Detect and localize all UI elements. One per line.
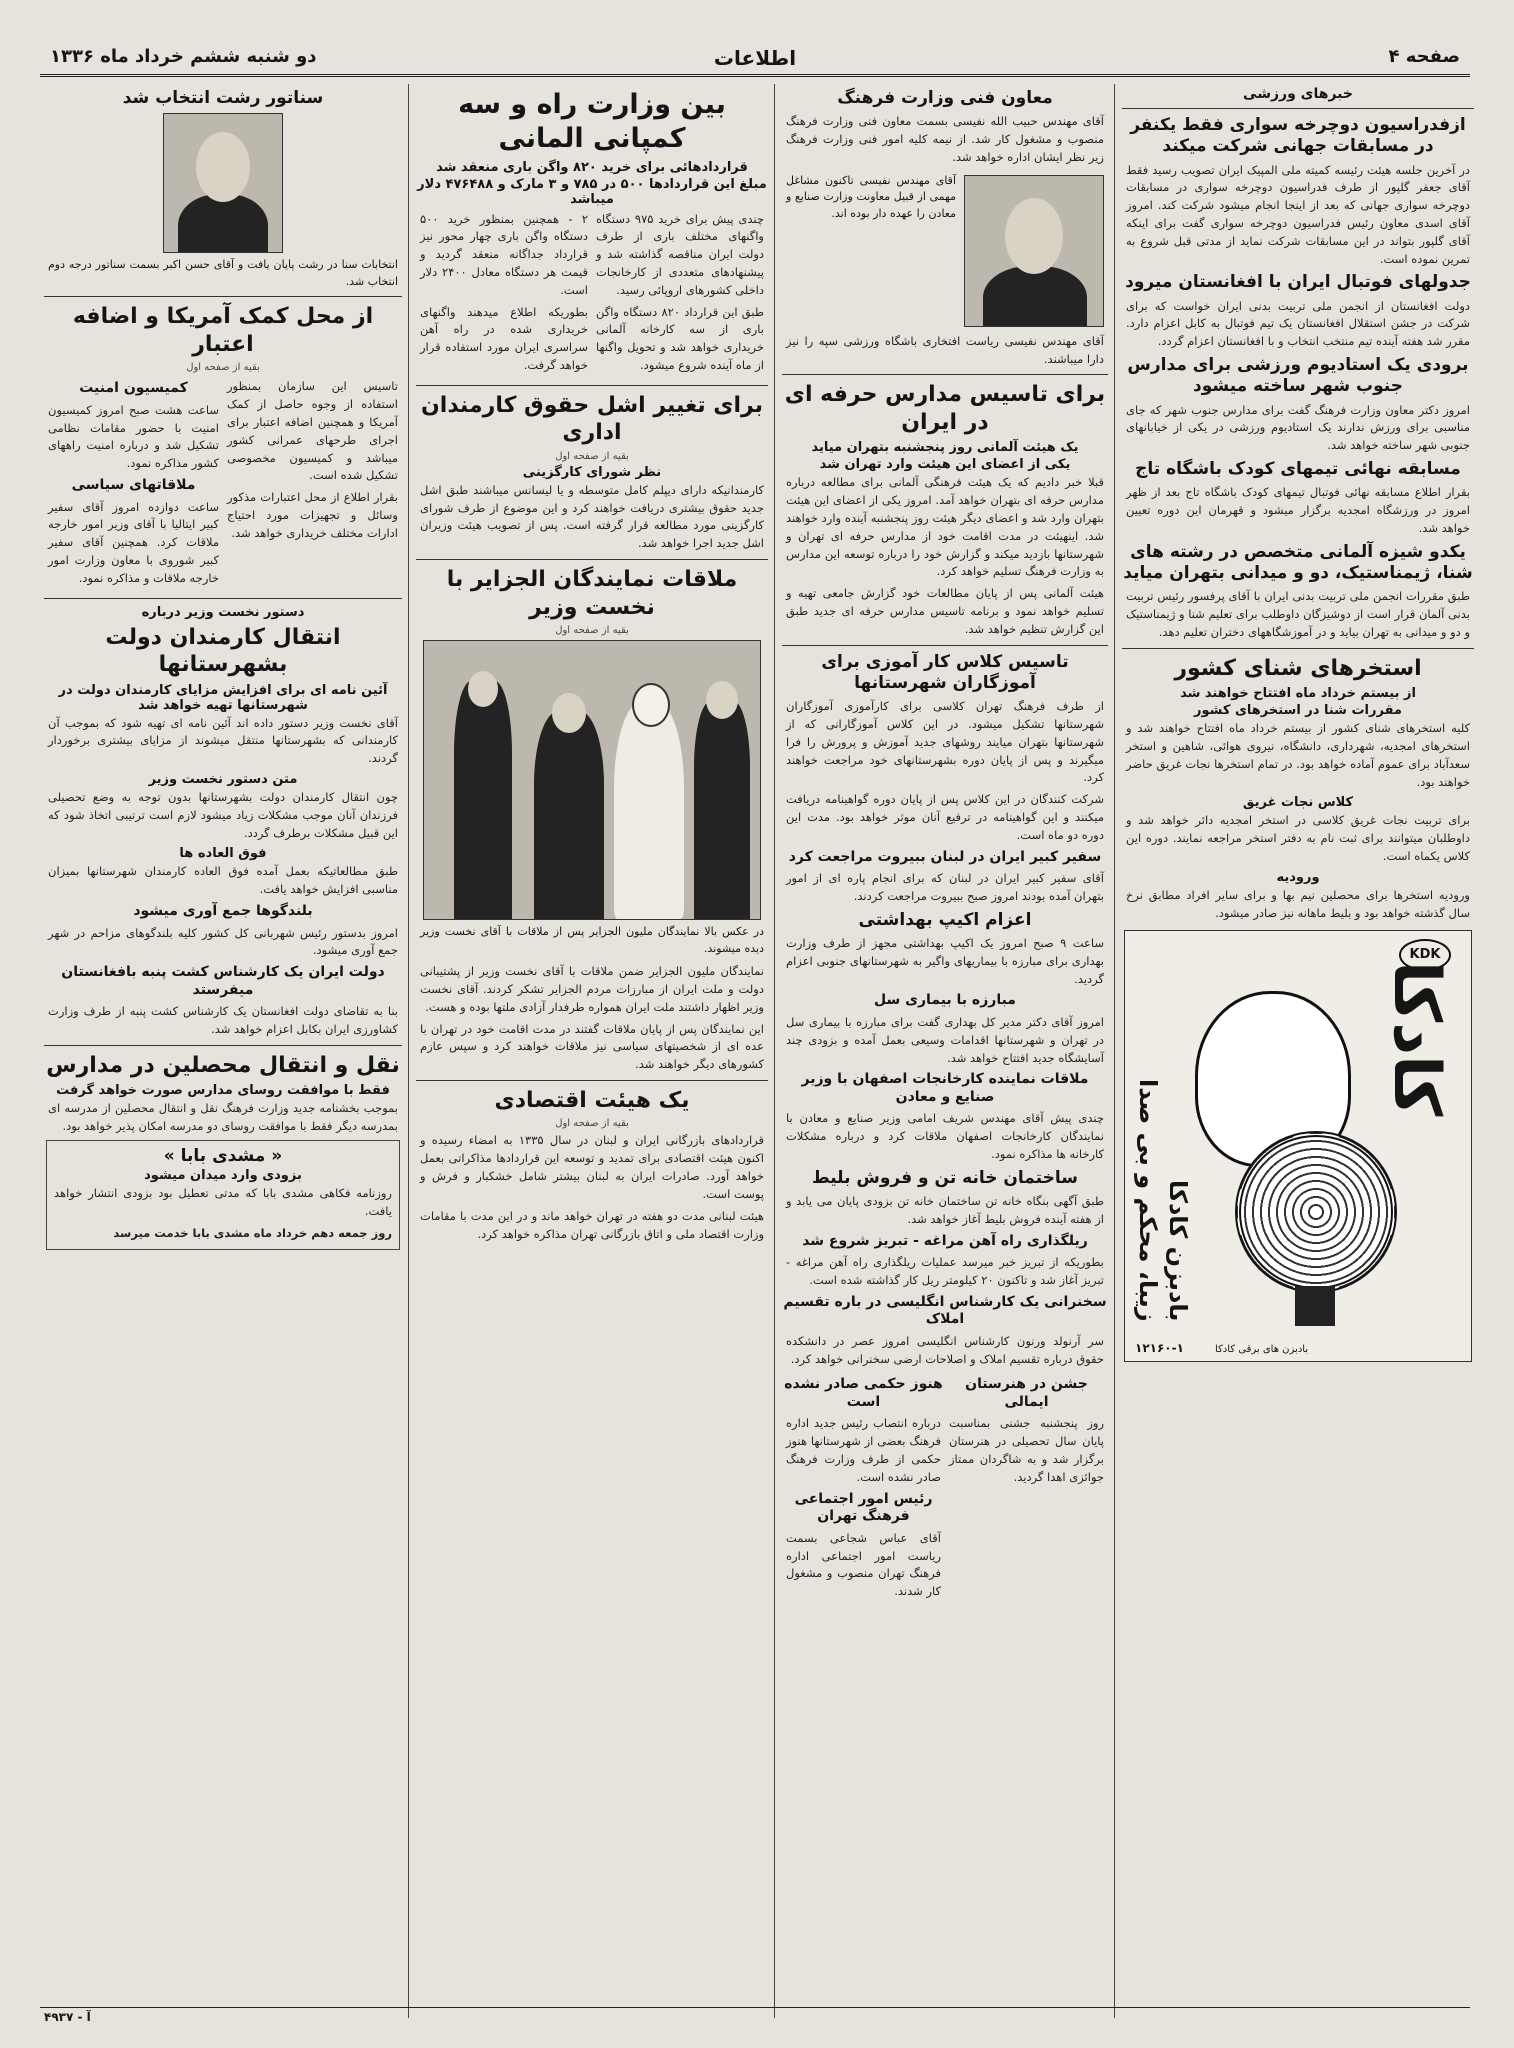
article-text: چندی پیش برای خرید ۹۷۵ دستگاه واگنهای مختلف باری از طرف دولت ایران مناقصه گذاشته شد و پیشنهادهای متعددی از کارخانجات داخلی کشورهای اروپائی رسید.	[596, 211, 764, 297]
culture-column	[782, 84, 1108, 2018]
article-text: چندی پیش آقای مهندس شریف امامی وزیر صنایع و معادن با نمایندگان کارخانجات اصفهان ملاقات کرد و درباره مشکلات کارخانه ها مذاکره نمود.	[786, 1111, 1104, 1161]
headline: ساختمان خانه تن و فروش بلیط	[812, 1167, 1078, 1188]
ad-slogan	[1133, 1051, 1193, 1321]
headline: برودی یک استادیوم ورزشی برای مدارس جنوب شهر ساخته میشود	[1127, 355, 1469, 397]
article-text: آقای مهندس نفیسی ریاست افتخاری باشگاه ورزشی سپه را نیز دارا میباشند.	[786, 333, 1104, 366]
headline: یکدو شیزه آلمانی متخصص در رشته های شنا، ژیمناستیک، دو و میدانی بتهران میاید	[1123, 541, 1473, 583]
subheadline: آئین نامه ای برای افزایش مزایای کارمندان دولت در شهرستانها تهیه خواهد شد	[58, 682, 388, 713]
article-text: امروز دکتر معاون وزارت فرهنگ گفت برای مدارس جنوب شهر که جای مناسبی برای ورزش ندارند یک استادیوم ورزشی در یکی از خیابانهای جنوبی شهر ساخته خواهد شد.	[1126, 402, 1470, 453]
news-column	[44, 84, 402, 2018]
article-text: سر آرنولد ورنون کارشناس انگلیسی امروز عصر در دانشکده حقوق درباره تقسیم املاک و اصلاحات ارضی سخنرانی خواهد کرد.	[786, 1333, 1104, 1366]
photo-caption: آقای مهندس نفیسی تاکنون مشاغل مهمی از قبیل معاونت وزارت صنایع و معادن را عهده دار بوده اند.	[786, 173, 956, 220]
article-text: آقای نخست وزیر دستور داده اند آئین نامه ای تهیه شود که بموجب آن کارمندانی که بشهرستانها منتقل میشوند از مزایای بیشتری برخوردار گردند.	[48, 715, 398, 766]
headline: از محل کمک آمریکا و اضافه اعتبار	[72, 304, 374, 357]
kdk-logo: KDK	[1399, 939, 1451, 971]
mashdi-baba-notice	[46, 1140, 400, 1250]
headline: انتقال کارمندان دولت بشهرستانها	[105, 624, 341, 678]
article-text: آقای مهندس حبیب الله نفیسی بسمت معاون فنی وزارت فرهنگ منصوب و مشغول کار شد. از نیمه کلیه امور فنی وزارت فرهنگ زیر نظر ایشان اداره خواهد شد.	[786, 114, 1104, 164]
article-text: ساعت هشت صبح امروز کمیسیون امنیت با حضور مقامات نظامی تشکیل شد و درباره امنیت راههای کشور مذاکره نمود.	[48, 402, 219, 471]
article-text: در آخرین جلسه هیئت رئیسه کمیته ملی المپیک ایران تصویب رسید فقط آقای جعفر گلپور از طرف فدراسیون دوچرخه سواری در مسابقات دوچرخه سواری جهانی که بعد از اینجا انجام میشود شرکت کند. امروز آقای اسدی معاون رئیس فدراسیون دوچرخه سواری گفت برای اینکه آقای گلپور بتواند در این مسابقات شرکت نماید از مدتی قبل شروع به تمرین نموده است.	[1126, 162, 1470, 266]
headline: ملاقات نماینده کارخانجات اصفهان با وزیر صنایع و معادن	[801, 1071, 1089, 1105]
article-text: برای تربیت نجات غریق کلاسی در استخر امجدیه دائر خواهد شد و داوطلبان میتوانند برای ثبت نام به دفتر استخر مراجعه نمایند. دوره این کلاس یکماه است.	[1126, 813, 1470, 863]
headline: هنوز حکمی صادر نشده است	[784, 1376, 943, 1410]
continuation-note: بقیه از صفحه اول	[555, 1118, 629, 1130]
article-text: از طرف فرهنگ تهران کلاسی برای کارآموزی آموزگاران شهرستانها تشکیل میشود. در این کلاس آموزگارانی که از شهرستانها بتهران میایند روشهای جدید آموزش و پرورش را فرا میگیرند و پس از پایان دوره بشهرستانهای خود مراجعت خواهند کرد.	[786, 699, 1104, 785]
senator-portrait	[163, 113, 283, 253]
article-text: دولت افغانستان از انجمن ملی تربیت بدنی ایران خواست که برای شرکت در جشن استقلال افغانستان یک تیم فوتبال به کابل اعزام دارد. مقرر شد هفته آینده تیم منتخب انتخاب و با افغانستان اعزام گردد.	[1126, 298, 1470, 349]
article-text: روز پنجشنبه جشنی بمناسبت پایان سال تحصیلی در هنرستان برگزار شد و به شاگردان ممتاز جوائزی اهدا گردید.	[949, 1416, 1104, 1484]
ad-slogan-line: زیبا، محکم و بی صدا	[1134, 1078, 1162, 1322]
headline: ریلگذاری راه آهن مراغه - تبریز شروع شد	[802, 1232, 1088, 1249]
article-text: آقای عباس شجاعی بسمت ریاست امور اجتماعی اداره فرهنگ تهران منصوب و مشغول کار شدند.	[786, 1530, 941, 1599]
headline: استخرهای شنای کشور	[1174, 655, 1422, 681]
photo-caption: در عکس بالا نمایندگان ملیون الجزایر پس از ملاقات با آقای نخست وزیر دیده میشوند.	[420, 925, 764, 955]
sports-column	[1122, 84, 1474, 2018]
ad-code: ۱۲۱۶۰-۱	[1135, 1341, 1184, 1356]
article-text: قبلا خبر دادیم که یک هیئت فرهنگی آلمانی برای مطالعه درباره مدارس حرفه ای بتهران خواهد آمد. امروز یکی از اعضای این هیئت بتهران وارد شد و اعضای دیگر هیئت روز پنجشنبه آینده وارد خواهند شد. اینهیئت در مدت اقامت خود از مدارس حرفه ای تهران و شهرستانها بازدید میکند و گزارش خود را درباره توسعه این مدارس به وزارت فرهنگ تسلیم خواهد کرد.	[786, 475, 1104, 579]
fan-stand	[1295, 1286, 1335, 1326]
article-text: آقای سفیر کبیر ایران در لبنان که برای انجام پاره ای از امور بتهران آمده بودند امروز صبح ببیروت مراجعت کردند.	[786, 871, 1104, 903]
headline: سناتور رشت انتخاب شد	[122, 88, 324, 108]
article-text: نمایندگان ملیون الجزایر ضمن ملاقات با آقای نخست وزیر از پشتیبانی دولت و ملت ایران از مبارزات مردم الجزایر تشکر کردند. آقای نخست وزیر اظهار داشتند ملت ایران همواره طرفدار آزادی ملتها بوده و هست.	[420, 964, 764, 1014]
headline: ملاقاتهای سیاسی	[71, 477, 196, 493]
ad-brand-name: کادکا	[1379, 961, 1453, 1117]
headline: برای تغییر اشل حقوق کارمندان اداری	[421, 392, 763, 446]
headline: برای تاسیس مدارس حرفه ای در ایران	[784, 382, 1106, 435]
notice-subtitle: بزودی وارد میدان میشود	[144, 1167, 302, 1183]
article-text: طبق آگهی بنگاه خانه تن ساختمان خانه تن بزودی پایان می یابد و از هفته آینده فروش بلیط آغاز خواهد شد.	[786, 1194, 1104, 1226]
headline: ملاقات نمایندگان الجزایر با نخست وزیر	[446, 567, 738, 620]
page-header	[40, 40, 1470, 77]
issue-date: دو شنبه ششم خرداد ماه ۱۳۳۶	[50, 46, 317, 67]
article-text: ورودیه استخرها برای محصلین نیم بها و برای سایر افراد مطابق نرخ سال گذشته خواهد بود و بلیط ماهانه نیز صادر میشود.	[1126, 887, 1470, 920]
politics-column	[416, 84, 768, 2018]
article-text: درباره انتصاب رئیس جدید اداره فرهنگ بعضی از شهرستانها هنوز حکمی از طرف وزارت فرهنگ صادر نشده است.	[786, 1416, 941, 1484]
headline: تاسیس کلاس کار آموزی برای آموزگاران شهرستانها	[821, 651, 1069, 693]
article-text: امروز آقای دکتر مدیر کل بهداری گفت برای مبارزه با بیماری سل در تهران و شهرستانها اقدامات وسیعی بعمل آمده و بزودی چند آسایشگاه جدید افتتاح خواهد شد.	[786, 1014, 1104, 1065]
headline: رئیس امور اجتماعی فرهنگ تهران	[794, 1490, 933, 1525]
delegation-photo	[423, 640, 761, 920]
article-text: ساعت ۹ صبح امروز یک اکیپ بهداشتی مجهز از طرف وزارت بهداری برای مبارزه با بیماریهای واگیر به شهرستانهای جنوبی اعزام گردید.	[786, 936, 1104, 986]
article-text: ساعت دوازده امروز آقای سفیر کبیر ایتالیا با آقای وزیر امور خارجه ملاقات کرد. همچنین آقای سفیر کبیر شوروی با معاون وزارت امور خارجه ملاقات و مذاکره نمود.	[48, 499, 219, 585]
article-text: چون انتقال کارمندان دولت بشهرستانها بدون توجه به وضع تحصیلی فرزندان آنان موجب مشکلات زیاد میشود لازم است ترتیبی اتخاذ شود که این قبیل مشکلات برطرف گردد.	[48, 790, 398, 840]
continuation-note: بقیه از صفحه اول	[555, 450, 629, 462]
article-text: بموجب بخشنامه جدید وزارت فرهنگ نقل و انتقال محصلین از مدرسه ای بمدرسه دیگر فقط با موافقت روسای دو مدرسه امکان پذیر خواهد بود.	[48, 1101, 398, 1134]
subheadline: از بیستم خرداد ماه افتتاح خواهند شد	[1180, 686, 1416, 702]
article-text: قراردادهای بازرگانی ایران و لبنان در سال ۱۳۳۵ به امضاء رسیده و اکنون هیئت اقتصادی برای تمدید و توسعه این قراردادها مذاکراتی بعمل خواهد آورد. صادرات ایران به لبنان بیشتر شامل خشکبار و فرش و پوست است.	[420, 1133, 764, 1201]
article-text: بطوریکه از تبریز خبر میرسد عملیات ریلگذاری راه آهن مراغه - تبریز آغاز شد و تاکنون ۲۰ کیلومتر ریل کار گذاشته شده است.	[786, 1255, 1104, 1287]
subheadline: ورودیه	[1276, 869, 1320, 885]
headline: معاون فنی وزارت فرهنگ	[837, 88, 1053, 108]
headline: نقل و انتقال محصلین در مدارس	[46, 1052, 400, 1078]
article-text: طبق این قرارداد ۸۲۰ دستگاه واگن باری از سه کارخانه آلمانی خریداری خواهد شد و تحویل واگنها از ماه آینده شروع میشود.	[596, 304, 764, 372]
article-text: طبق مطالعاتیکه بعمل آمده فوق العاده کارمندان شهرستانها بمیزان مناسبی افزایش خواهد یافت.	[48, 864, 398, 897]
notice-footer: روز جمعه دهم خرداد ماه مشدی بابا خدمت میرسد	[113, 1225, 392, 1240]
notice-text: روزنامه فکاهی مشدی بابا که مدتی تعطیل بود بزودی انتشار خواهد یافت.	[54, 1185, 392, 1218]
headline: جدولهای فوتبال ایران با افغانستان میرود	[1125, 272, 1471, 293]
article-text: هیئت آلمانی پس از پایان مطالعات خود گزارش جامعی تهیه و تسلیم خواهد نمود و برنامه تاسیس مدارس حرفه ای جدید طبق این گزارش تنظیم خواهد شد.	[786, 586, 1104, 636]
electric-fan-illustration	[1235, 1131, 1397, 1293]
subheadline: مبلغ این قراردادها ۵۰۰ در ۷۸۵ و ۳ مارک و ۴۷۶۴۸۸ دلار میباشد	[417, 176, 767, 207]
subheadline: متن دستور نخست وزیر	[148, 772, 298, 787]
headline: بین وزارت راه و سه کمپانی المانی	[458, 89, 726, 154]
article-text: بنا به تقاضای دولت افغانستان یک کارشناس کشت پنبه از طرف وزارت کشاورزی ایران بکابل اعزام خواهد شد.	[48, 1004, 398, 1036]
subheadline: یکی از اعضای این هیئت وارد تهران شد	[819, 457, 1071, 473]
headline: بلندگوها جمع آوری میشود	[133, 903, 313, 920]
article-text: کلیه استخرهای شنای کشور از بیستم خرداد ماه افتتاح خواهند شد و استخرهای امجدیه، شهرداری، دانشگاه، نیروی هوائی، شاهین و استخر سعدآباد برای عموم آماده خواهد بود. در تمام استخرها نجات غریق حاضر خواهند بود.	[1126, 721, 1470, 789]
article-text: بقرار اطلاع از محل اعتبارات مذکور وسائل و تجهیزات مورد احتیاج ادارات مختلف خریداری خواهد شد.	[227, 490, 398, 540]
article-text: طبق مقررات انجمن ملی تربیت بدنی ایران با آقای پرفسور رئیس تربیت بدنی آلمان قرار است از دوشیزگان داوطلب برای تعلیم شنا و ژیمناستیک و دو و میدانی به تهران بیاید و در آموزشگاههای دختران تعلیم دهد.	[1126, 589, 1470, 639]
headline: جشن در هنرستان ایمالی	[965, 1376, 1088, 1410]
page-footer	[40, 2007, 1470, 2026]
headline: سخنرانی یک کارشناس انگلیسی در باره تقسیم املاک	[783, 1293, 1107, 1328]
ad-slogan-line: بادبزن کادکا	[1164, 1180, 1192, 1322]
section-label: خبرهای ورزشی	[1243, 86, 1353, 102]
footer-code: ۴۹۳۷ - آ	[44, 2010, 91, 2024]
headline: اعزام اکیپ بهداشتی	[858, 909, 1032, 930]
continuation-note: بقیه از صفحه اول	[555, 625, 629, 637]
subheadline: یک هیئت آلمانی روز پنجشنبه بتهران میاید	[811, 440, 1079, 456]
article-text: هیئت لبنانی مدت دو هفته در تهران خواهد ماند و در این مدت با مقامات وزارت اقتصاد ملی و اتاق بازرگانی تهران مذاکره خواهد کرد.	[420, 1208, 764, 1241]
subheadline: مقررات شنا در استخرهای کشور	[1194, 703, 1402, 719]
continuation-note: بقیه از صفحه اول	[186, 362, 260, 374]
subheadline: نظر شورای کارگزینی	[522, 464, 662, 480]
photo-caption: انتخابات سنا در رشت پایان یافت و آقای حسن اکبر بسمت سناتور درجه دوم انتخاب شد.	[48, 258, 398, 288]
article-text: شرکت کنندگان در این کلاس پس از پایان دوره گواهینامه دریافت میکنند و این گواهینامه در ترفیع آنان موثر خواهد بود. مدت این دوره دو ماه است.	[786, 792, 1104, 842]
article-text: کارمندانیکه دارای دیپلم کامل متوسطه و یا لیسانس میباشند طبق اشل جدید حقوق بیشتری دریافت خواهند کرد و این موضوع از طرف شورای کارگزینی مورد مطالعه قرار گرفته است. پس از تصویب هیئت وزیران اشل جدید اجرا خواهد شد.	[420, 482, 764, 551]
newspaper-name: اطلاعات	[713, 46, 797, 70]
subheadline: قراردادهائی برای خرید ۸۲۰ واگن باری منعقد شد	[436, 159, 748, 175]
subheadline: فقط با موافقت روسای مدارس صورت خواهد گرفت	[56, 1083, 390, 1099]
article-text: امروز بدستور رئیس شهربانی کل کشور کلیه بلندگوهای مزاحم در شهر جمع آوری میشود.	[48, 925, 398, 958]
headline: ازفدراسیون دوچرخه سواری فقط یکنفر در مسابقات جهانی شرکت میکند	[1130, 115, 1466, 157]
article-text: ۲ - همچنین بمنظور خرید ۵۰۰ دستگاه واگن باری چهار محور نیز قرارداد جداگانه منعقد گردید و قیمت هر دستگاه معادل ۲۴۰۰ دلار است.	[420, 211, 588, 297]
headline: کمیسیون امنیت	[79, 380, 188, 397]
subheadline: فوق العاده ها	[179, 846, 267, 862]
article-text: بطوریکه اطلاع میدهند واگنهای خریداری شده در راه آهن سراسری ایران مورد استفاده قرار خواهد گرفت.	[420, 304, 588, 372]
headline: مسابقه نهائی تیمهای کودک باشگاه تاج	[1135, 459, 1461, 479]
portrait-photo	[964, 175, 1104, 327]
column-rule	[1114, 84, 1115, 2018]
article-text: تاسیس این سازمان بمنظور استفاده از وجوه حاصل از کمک آمریکا و همچنین اضافه اعتبار برای اجرای طرحهای عمرانی کشور میباشد و کمیسیون مخصوصی تشکیل شده است.	[227, 379, 398, 483]
subheadline: کلاس نجات غریق	[1242, 795, 1354, 811]
headline: یک هیئت اقتصادی	[494, 1087, 690, 1113]
article-text: این نمایندگان پس از پایان ملاقات گفتند در مدت اقامت خود در تهران با عده ای از شخصیتهای سیاسی نیز ملاقات خواهند کرد و سپس عازم کشورهای دیگر خواهند شد.	[420, 1021, 764, 1072]
column-rule	[408, 84, 409, 2018]
headline: سفیر کبیر ایران در لبنان ببیروت مراجعت کرد	[788, 848, 1102, 865]
page-number: صفحه ۴	[1388, 46, 1460, 67]
kadka-fan-advertisement	[1124, 930, 1472, 1362]
subheadline: دستور نخست وزیر درباره	[141, 604, 305, 620]
article-text: بقرار اطلاع مسابقه نهائی فوتبال تیمهای کودک باشگاه تاج بعد از ظهر امروز در ورزشگاه امجدیه برگزار میشود و قهرمان این دوره تعیین خواهد شد.	[1126, 485, 1470, 535]
column-rule	[774, 84, 775, 2018]
headline: دولت ایران یک کارشناس کشت پنبه بافغانستان میفرستد	[61, 964, 385, 998]
headline: مبارزه با بیماری سل	[874, 992, 1016, 1009]
notice-title: « مشدی بابا »	[163, 1145, 283, 1166]
ad-tagline: بادبزن های برقی کادکا	[1215, 1344, 1309, 1356]
